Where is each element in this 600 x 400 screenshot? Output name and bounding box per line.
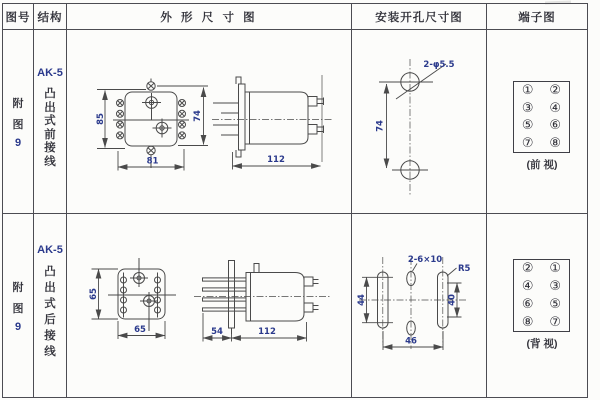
header-fig-no: 图号 [3, 4, 34, 30]
structure-desc-rear-wiring: 凸 出 式 后 接 线 [44, 266, 56, 358]
structure-desc-front-wiring: 凸 出 式 前 接 线 [44, 88, 56, 168]
holes-spec-label: 2-φ5.5 [423, 60, 455, 70]
header-structure: 结构 [34, 4, 67, 30]
terminal-diagram-rear-view [513, 259, 570, 332]
dim-depth-label: 112 [258, 327, 276, 337]
terminal-number: ⑦ [549, 314, 562, 330]
model-label: AK-5 [37, 244, 63, 256]
dimension-lines [97, 86, 321, 171]
relay-front-view [108, 258, 176, 331]
terminal-number: ⑤ [549, 296, 562, 312]
terminal-number: ① [521, 83, 534, 99]
dim-right-label: 40 [447, 294, 458, 306]
model-label: AK-5 [37, 67, 63, 79]
terminal-number: ② [549, 83, 562, 99]
fig-no-cell-row1 [3, 30, 34, 214]
terminal-number: ⑧ [549, 135, 562, 151]
outline-drawing-front-wiring [66, 29, 351, 213]
dim-height-label: 65 [89, 288, 99, 300]
mounting-holes [379, 64, 446, 179]
fig-digit: 9 [14, 136, 22, 149]
terminal-number: ④ [549, 100, 562, 116]
terminal-number: ② [521, 261, 534, 277]
relay-side-view [213, 75, 324, 162]
terminal-caption-front: (前 视) [526, 159, 558, 171]
dim-hole-spacing-label: 74 [193, 110, 203, 122]
structure-cell-row1 [34, 30, 67, 214]
fig-char: 附 [12, 281, 24, 294]
fig-char: 图 [12, 118, 24, 131]
relay-front-view [113, 79, 189, 169]
dim-width-label: 65 [134, 325, 146, 335]
slots-spec-label: 2-6×10 [407, 255, 443, 265]
terminal-screw-stack-right [179, 100, 186, 139]
relay-side-view [203, 261, 319, 335]
terminal-number: ① [549, 261, 562, 277]
dim-vertical-label: 74 [375, 120, 386, 132]
terminal-number: ④ [521, 279, 534, 295]
terminal-number: ⑥ [521, 296, 534, 312]
terminal-number: ⑦ [521, 135, 534, 151]
fig-char: 图 [12, 302, 24, 315]
dim-height-label: 85 [96, 113, 106, 125]
fig-char: 附 [12, 97, 24, 110]
dim-bottom-label: 46 [405, 336, 417, 347]
mounting-drawing-front-wiring [351, 29, 486, 213]
terminal-number: ⑤ [521, 118, 534, 134]
header-terminal-diagram: 端子图 [487, 4, 587, 30]
dim-pin-length-label: 54 [211, 327, 223, 337]
structure-cell-row2 [34, 214, 67, 397]
terminal-screw-stack-left [117, 100, 124, 139]
dim-width-label: 81 [146, 156, 159, 167]
radius-label: R5 [458, 264, 471, 274]
fig-digit: 9 [14, 320, 22, 333]
terminal-number: ⑥ [549, 118, 562, 134]
header-mounting-dims: 安装开孔尺寸图 [352, 4, 487, 30]
terminal-number: ③ [521, 100, 534, 116]
outline-drawing-rear-wiring [66, 213, 351, 397]
terminal-number: ③ [549, 279, 562, 295]
dim-depth-label: 112 [267, 155, 285, 165]
header-outline-dims: 外 形 尺 寸 图 [67, 4, 352, 30]
terminal-diagram-front-view [513, 81, 570, 153]
terminal-caption-rear: (背 视) [526, 338, 558, 350]
fig-no-cell-row2 [3, 214, 34, 397]
mounting-drawing-rear-wiring [351, 213, 486, 397]
dim-left-label: 44 [357, 294, 367, 306]
terminal-number: ⑧ [521, 314, 534, 330]
mounting-slots-and-holes [378, 264, 457, 336]
